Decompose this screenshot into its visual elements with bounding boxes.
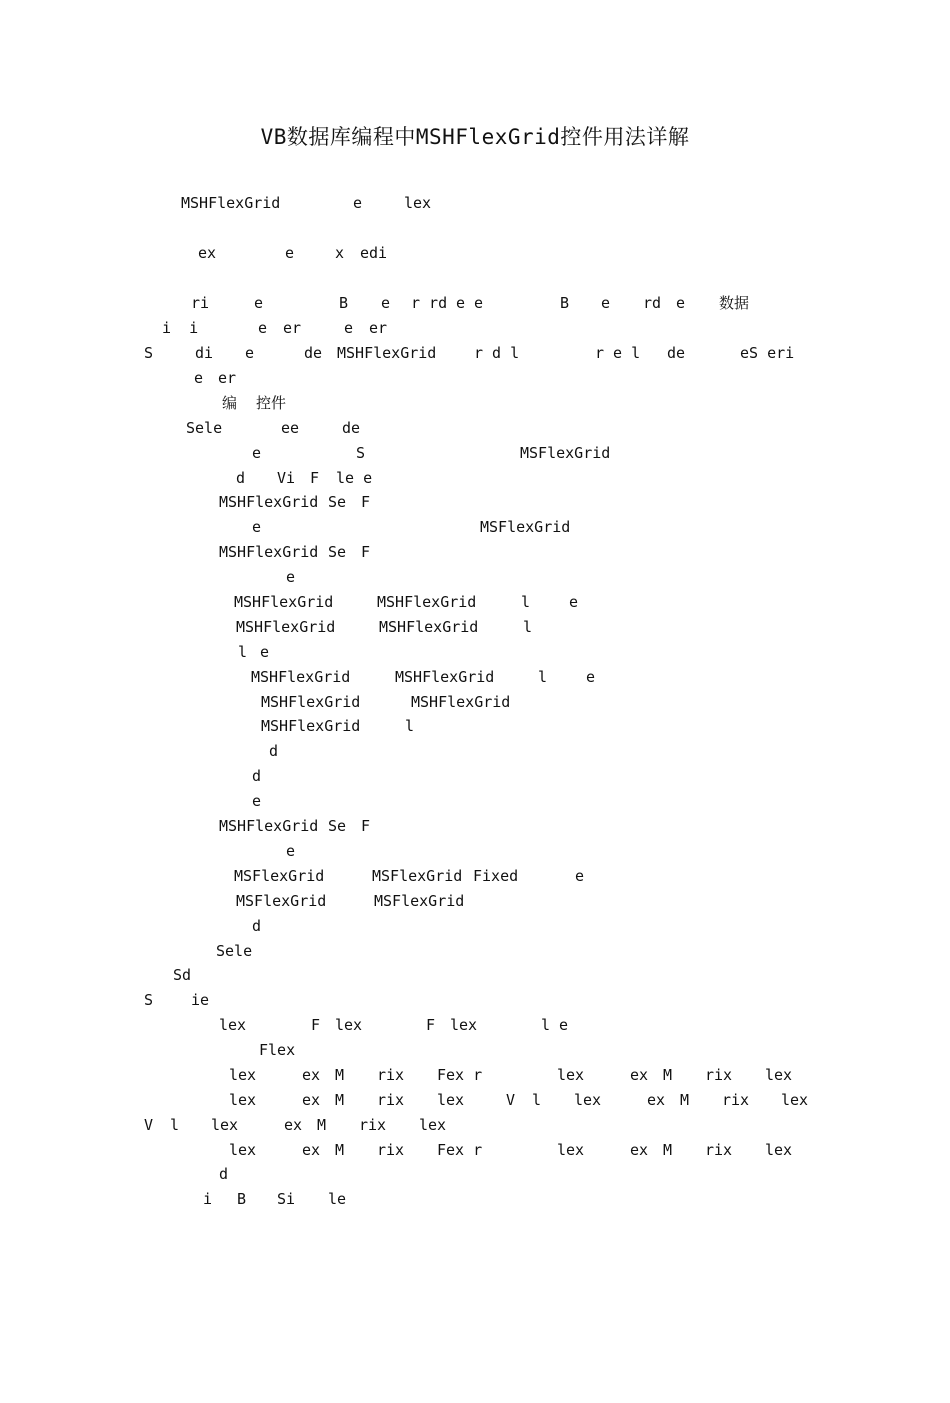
text-line: [0, 964, 950, 986]
text-fragment: F: [361, 817, 371, 835]
text-line: [0, 467, 950, 489]
text-fragment: d: [252, 767, 262, 785]
text-fragment: e: [286, 842, 296, 860]
text-fragment: MSFlexGrid: [234, 867, 325, 885]
text-fragment: 控件: [256, 394, 287, 412]
text-fragment: e: [286, 568, 296, 586]
text-fragment: l: [532, 1091, 542, 1109]
text-line: [0, 591, 950, 613]
text-fragment: lex: [574, 1091, 602, 1109]
text-fragment: Se: [328, 493, 347, 511]
text-line: [0, 1014, 950, 1036]
text-fragment: e: [252, 518, 262, 536]
text-fragment: S: [144, 344, 154, 362]
text-fragment: rix: [359, 1116, 387, 1134]
text-fragment: B: [339, 294, 349, 312]
text-fragment: e: [676, 294, 686, 312]
text-fragment: MSHFlexGrid: [219, 817, 319, 835]
text-fragment: V: [506, 1091, 516, 1109]
text-fragment: 编: [222, 394, 238, 412]
text-fragment: l: [523, 618, 533, 636]
text-line: [0, 566, 950, 588]
text-fragment: e: [194, 369, 204, 387]
text-fragment: er: [369, 319, 388, 337]
text-line: [0, 666, 950, 688]
text-fragment: i i: [162, 319, 199, 337]
text-fragment: de: [342, 419, 361, 437]
text-fragment: e e: [456, 294, 484, 312]
text-fragment: ri: [191, 294, 210, 312]
text-fragment: de: [667, 344, 686, 362]
text-fragment: V: [144, 1116, 154, 1134]
text-line: [0, 342, 950, 364]
text-line: [0, 491, 950, 513]
text-line: [0, 1188, 950, 1210]
text-fragment: x: [335, 244, 345, 262]
text-line: [0, 1114, 950, 1136]
text-line: [0, 367, 950, 389]
text-fragment: ie: [191, 991, 210, 1009]
text-fragment: Se: [328, 817, 347, 835]
text-fragment: rd: [643, 294, 662, 312]
text-fragment: lex: [765, 1066, 793, 1084]
text-fragment: er: [283, 319, 302, 337]
text-fragment: r e l: [595, 344, 641, 362]
text-fragment: lex: [219, 1016, 247, 1034]
text-fragment: M: [663, 1141, 673, 1159]
text-fragment: e: [260, 643, 270, 661]
text-fragment: e: [285, 244, 295, 262]
text-fragment: MSHFlexGrid: [261, 717, 361, 735]
text-fragment: le e: [336, 469, 373, 487]
text-fragment: lex: [765, 1141, 793, 1159]
text-fragment: ex: [630, 1066, 649, 1084]
text-fragment: edi: [360, 244, 388, 262]
text-fragment: e: [252, 444, 262, 462]
text-fragment: e: [586, 668, 596, 686]
text-fragment: ex: [302, 1141, 321, 1159]
text-fragment: lex: [335, 1016, 363, 1034]
text-fragment: i: [203, 1190, 213, 1208]
text-fragment: MSHFlexGrid: [234, 593, 334, 611]
text-line: [0, 292, 950, 314]
text-line: [0, 865, 950, 887]
text-fragment: lex: [437, 1091, 465, 1109]
text-fragment: ex: [302, 1091, 321, 1109]
text-fragment: MSFlexGrid: [480, 518, 571, 536]
text-line: [0, 915, 950, 937]
text-fragment: ex: [198, 244, 217, 262]
text-fragment: lex: [781, 1091, 809, 1109]
text-line: [0, 740, 950, 762]
text-fragment: MSHFlexGrid: [236, 618, 336, 636]
text-fragment: S: [356, 444, 366, 462]
text-fragment: MSFlexGrid: [520, 444, 611, 462]
text-fragment: MSHFlexGrid: [181, 194, 281, 212]
text-fragment: MSHFlexGrid: [261, 693, 361, 711]
text-line: [0, 242, 950, 264]
text-fragment: MSFlexGrid: [372, 867, 463, 885]
text-fragment: d: [252, 917, 262, 935]
text-fragment: M: [335, 1066, 345, 1084]
text-line: [0, 442, 950, 464]
text-fragment: rix: [705, 1141, 733, 1159]
text-fragment: de: [304, 344, 323, 362]
text-fragment: e: [344, 319, 354, 337]
text-fragment: lex: [229, 1141, 257, 1159]
text-fragment: rix: [377, 1091, 405, 1109]
text-fragment: MSHFlexGrid: [377, 593, 477, 611]
text-line: [0, 641, 950, 663]
text-fragment: er: [218, 369, 237, 387]
text-fragment: lex: [229, 1066, 257, 1084]
text-fragment: e: [601, 294, 611, 312]
text-fragment: r rd: [411, 294, 448, 312]
text-line: [0, 765, 950, 787]
text-fragment: MSHFlexGrid: [219, 493, 319, 511]
text-fragment: Sele: [216, 942, 253, 960]
text-fragment: d: [269, 742, 279, 760]
text-fragment: ex: [302, 1066, 321, 1084]
text-fragment: M: [335, 1141, 345, 1159]
text-fragment: ex: [647, 1091, 666, 1109]
text-fragment: l e: [541, 1016, 569, 1034]
text-fragment: MSFlexGrid: [236, 892, 327, 910]
text-fragment: lex: [211, 1116, 239, 1134]
text-fragment: lex: [419, 1116, 447, 1134]
text-fragment: S: [144, 991, 154, 1009]
text-fragment: e: [258, 319, 268, 337]
text-fragment: e: [381, 294, 391, 312]
text-line: [0, 516, 950, 538]
text-line: [0, 989, 950, 1011]
text-fragment: d: [236, 469, 246, 487]
text-line: [0, 890, 950, 912]
text-fragment: ex: [630, 1141, 649, 1159]
text-fragment: MSHFlexGrid: [395, 668, 495, 686]
text-line: [0, 1163, 950, 1185]
text-fragment: MSHFlexGrid: [219, 543, 319, 561]
text-fragment: l: [238, 643, 248, 661]
text-fragment: Sd: [173, 966, 192, 984]
text-fragment: MSHFlexGrid: [411, 693, 511, 711]
text-line: [0, 1089, 950, 1111]
text-line: [0, 392, 950, 414]
text-fragment: 数据: [719, 294, 750, 312]
text-line: [0, 790, 950, 812]
text-line: [0, 417, 950, 439]
text-fragment: di: [195, 344, 214, 362]
text-fragment: M: [335, 1091, 345, 1109]
text-line: [0, 840, 950, 862]
text-fragment: Fex r: [437, 1066, 483, 1084]
text-fragment: MSHFlexGrid: [337, 344, 437, 362]
text-fragment: MSHFlexGrid: [251, 668, 351, 686]
text-line: [0, 1139, 950, 1161]
text-fragment: lex: [450, 1016, 478, 1034]
text-fragment: e: [254, 294, 264, 312]
text-fragment: F: [426, 1016, 436, 1034]
text-line: [0, 317, 950, 339]
text-fragment: r d l: [474, 344, 520, 362]
text-fragment: e: [569, 593, 579, 611]
text-line: [0, 616, 950, 638]
text-fragment: Si: [277, 1190, 296, 1208]
text-fragment: Se: [328, 543, 347, 561]
text-fragment: rix: [377, 1066, 405, 1084]
text-fragment: Vi: [277, 469, 296, 487]
text-fragment: F: [311, 1016, 321, 1034]
text-fragment: e: [252, 792, 262, 810]
text-fragment: lex: [557, 1141, 585, 1159]
text-fragment: F: [361, 543, 371, 561]
text-fragment: Flex: [259, 1041, 296, 1059]
text-fragment: B: [560, 294, 570, 312]
text-line: [0, 940, 950, 962]
text-fragment: lex: [229, 1091, 257, 1109]
text-fragment: F: [310, 469, 320, 487]
text-fragment: eS eri: [740, 344, 795, 362]
text-fragment: Fex r: [437, 1141, 483, 1159]
document-title: VB数据库编程中MSHFlexGrid控件用法详解: [260, 125, 690, 149]
text-fragment: ex: [284, 1116, 303, 1134]
text-fragment: MSHFlexGrid: [379, 618, 479, 636]
text-fragment: Fixed: [473, 867, 519, 885]
text-fragment: rix: [722, 1091, 750, 1109]
text-fragment: d: [219, 1165, 229, 1183]
text-fragment: rix: [705, 1066, 733, 1084]
text-fragment: lex: [557, 1066, 585, 1084]
text-fragment: lex: [404, 194, 432, 212]
text-fragment: ee: [281, 419, 300, 437]
text-fragment: le: [328, 1190, 347, 1208]
text-fragment: M: [680, 1091, 690, 1109]
text-fragment: l: [538, 668, 548, 686]
text-fragment: M: [317, 1116, 327, 1134]
text-fragment: B: [237, 1190, 247, 1208]
text-line: [0, 192, 950, 214]
text-fragment: l: [170, 1116, 180, 1134]
text-fragment: e: [353, 194, 363, 212]
text-fragment: l: [405, 717, 415, 735]
text-line: [0, 541, 950, 563]
text-fragment: MSFlexGrid: [374, 892, 465, 910]
text-line: [0, 1064, 950, 1086]
text-fragment: e: [245, 344, 255, 362]
text-fragment: F: [361, 493, 371, 511]
text-fragment: e: [575, 867, 585, 885]
text-line: [0, 815, 950, 837]
text-fragment: rix: [377, 1141, 405, 1159]
text-line: [0, 715, 950, 737]
text-line: [0, 691, 950, 713]
text-fragment: Sele: [186, 419, 223, 437]
text-line: [0, 1039, 950, 1061]
text-fragment: l: [521, 593, 531, 611]
text-fragment: M: [663, 1066, 673, 1084]
